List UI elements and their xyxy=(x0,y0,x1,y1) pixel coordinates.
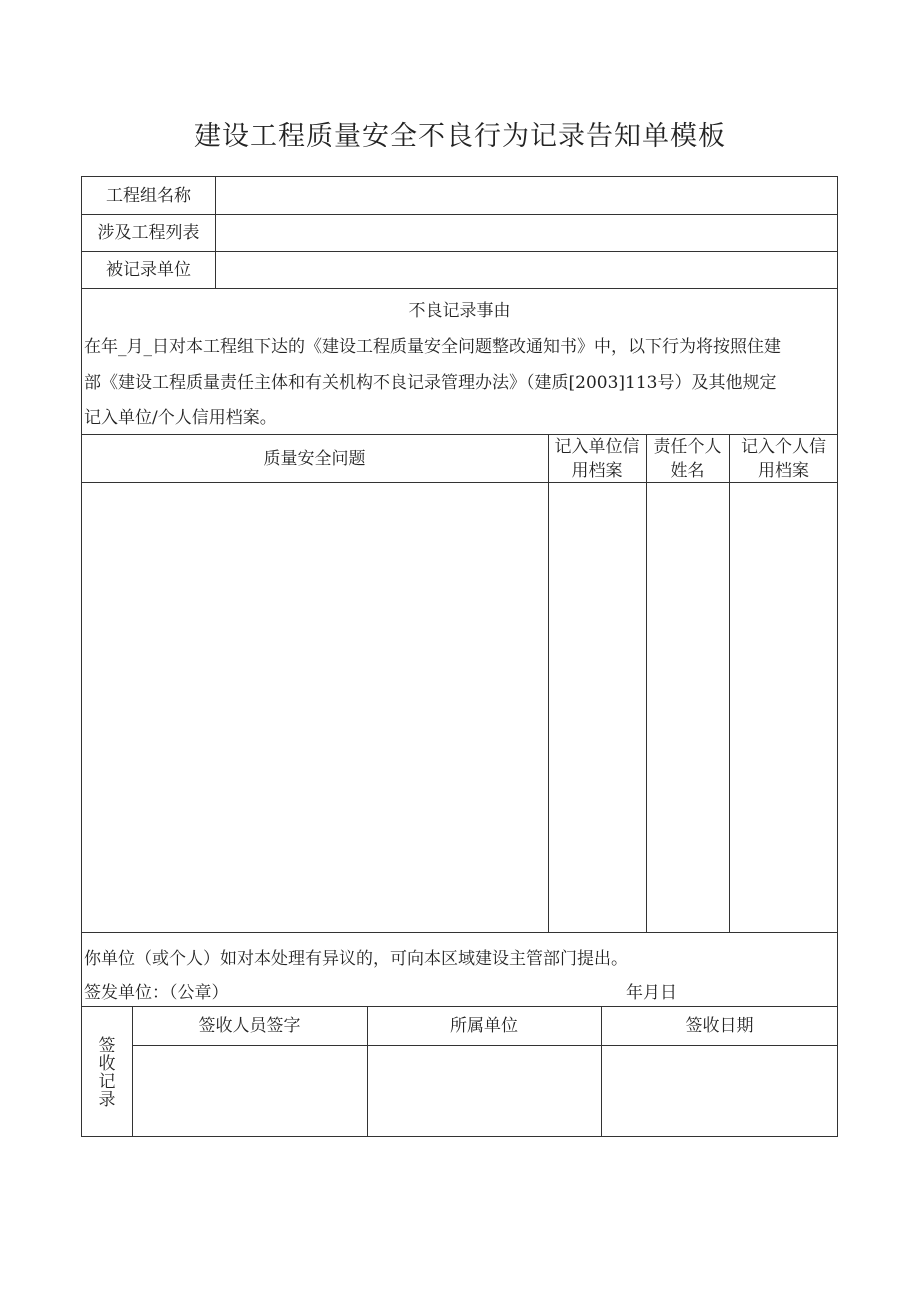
issue-date-label: 年月日 xyxy=(626,983,677,1003)
divider xyxy=(81,214,838,215)
divider xyxy=(81,1006,838,1007)
objection-note: 你单位（或个人）如对本处理有异议的，可向本区域建设主管部门提出。 xyxy=(84,949,628,969)
unit-credit-column-header: 记入单位信 xyxy=(554,437,640,457)
person-credit-column-header: 记入个人信 xyxy=(741,437,826,457)
reason-line: 记入单位/个人信用档案。 xyxy=(84,408,277,428)
person-credit-column-header: 用档案 xyxy=(758,461,809,481)
receipt-date-column-header: 签收日期 xyxy=(685,1016,754,1036)
recorded-unit-label: 被记录单位 xyxy=(106,260,191,280)
issue-column-header: 质量安全问题 xyxy=(263,449,366,469)
divider xyxy=(215,176,216,288)
unit-credit-column-header: 用档案 xyxy=(571,461,623,481)
divider xyxy=(548,434,549,932)
divider xyxy=(81,251,838,252)
unit-column-header: 所属单位 xyxy=(450,1016,518,1036)
reason-line: 部《建设工程质量责任主体和有关机构不良记录管理办法》（建质[2003]113号）及其他规定 xyxy=(84,373,777,393)
receipt-side-label: 录 xyxy=(98,1090,116,1110)
reason-line: 在年_月_日对本工程组下达的《建设工程质量安全问题整改通知书》中，以下行为将按照住建 xyxy=(84,337,781,357)
divider xyxy=(646,434,647,932)
divider xyxy=(132,1045,838,1046)
project-group-name-label: 工程组名称 xyxy=(106,186,191,206)
person-name-column-header: 责任个人 xyxy=(653,437,722,457)
receipt-side-label: 记 xyxy=(98,1072,116,1092)
signature-column-header: 签收人员签字 xyxy=(198,1016,301,1036)
divider xyxy=(81,434,838,435)
divider xyxy=(81,932,838,933)
divider xyxy=(729,434,730,932)
person-name-column-header: 姓名 xyxy=(670,461,705,481)
project-list-label: 涉及工程列表 xyxy=(97,223,200,243)
reason-heading: 不良记录事由 xyxy=(408,301,511,321)
receipt-side-label: 签 xyxy=(98,1036,116,1056)
receipt-side-label: 收 xyxy=(98,1054,116,1074)
document-title: 建设工程质量安全不良行为记录告知单模板 xyxy=(194,121,726,152)
issuer-label: 签发单位：（公章） xyxy=(84,983,229,1003)
divider xyxy=(81,482,838,483)
divider xyxy=(81,288,838,289)
